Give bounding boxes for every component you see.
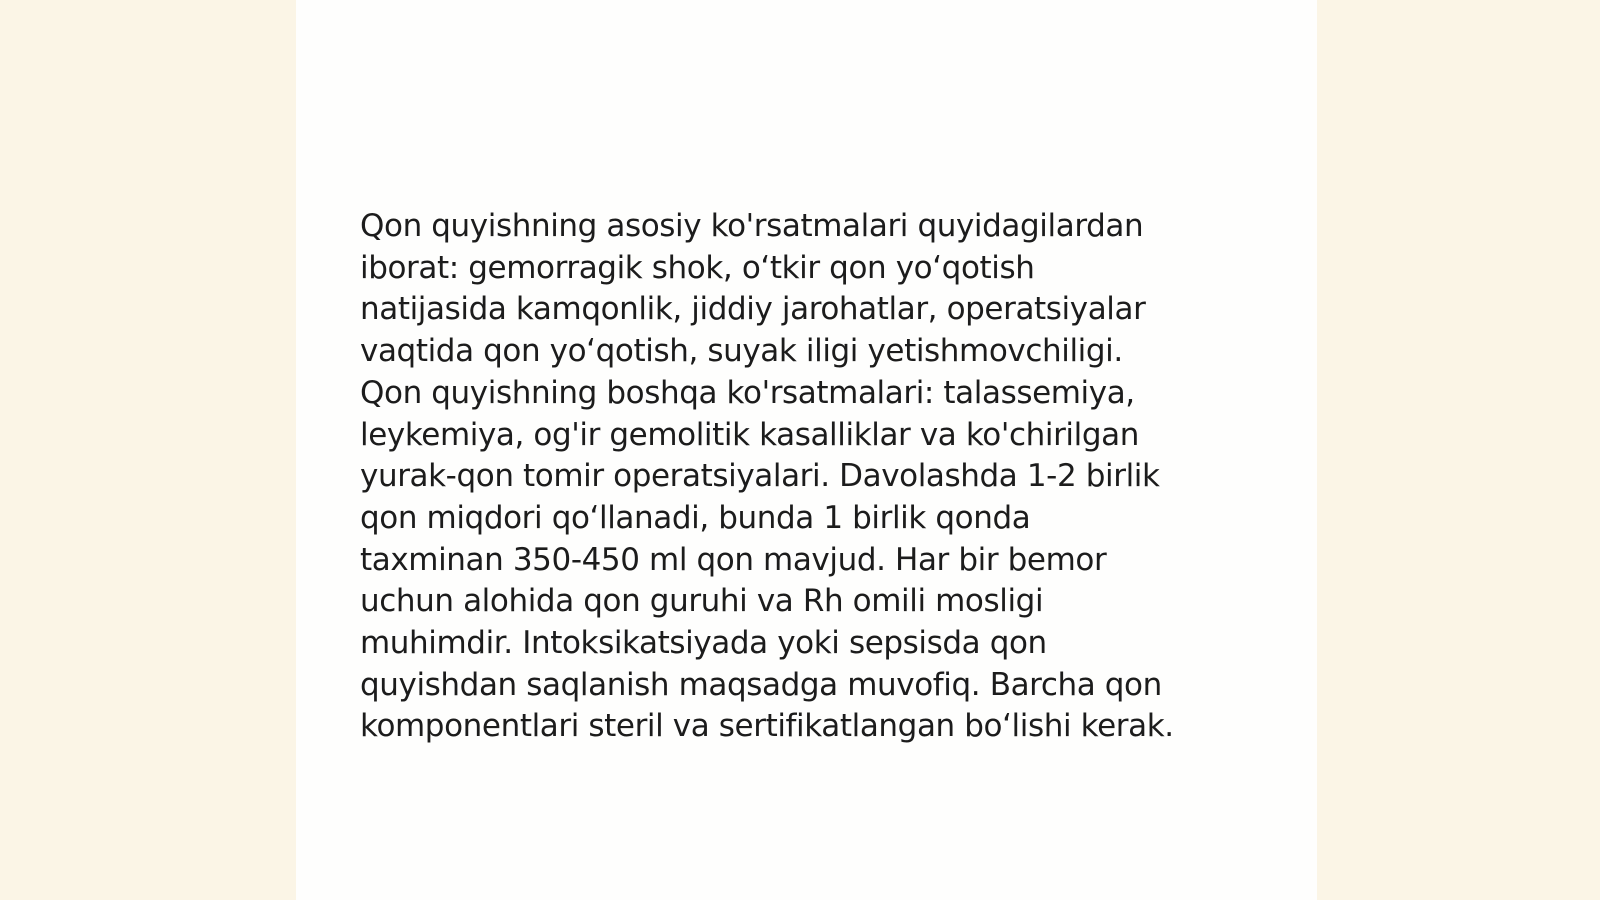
left-margin bbox=[0, 0, 296, 900]
slide-page bbox=[296, 0, 1317, 900]
slide-body-text: Qon quyishning asosiy ko'rsatmalari quyidagilardan iborat: gemorragik shok, o‘tkir qon yo‘qotish natijasida kamqonlik, jiddiy jarohatlar, operatsiyalar vaqtida qon yo‘qotish, suyak iligi yetishmovchiligi. Qon quyishning boshqa ko'rsatmalari: talassemiya, leykemiya, og'ir gemolitik kasalliklar va ko'chirilgan yurak-qon tomir operatsiyalari. Davolashda 1-2 birlik qon miqdori qo‘llanadi, bunda 1 birlik qonda taxminan 350-450 ml qon mavjud. Har bir bemor uchun alohida qon guruhi va Rh omili mosligi muhimdir. Intoksikatsiyada yoki sepsisda qon quyishdan saqlanish maqsadga muvofiq. Barcha qon komponentlari steril va sertifikatlangan bo‘lishi kerak. bbox=[360, 208, 1174, 745]
right-margin bbox=[1317, 0, 1600, 900]
